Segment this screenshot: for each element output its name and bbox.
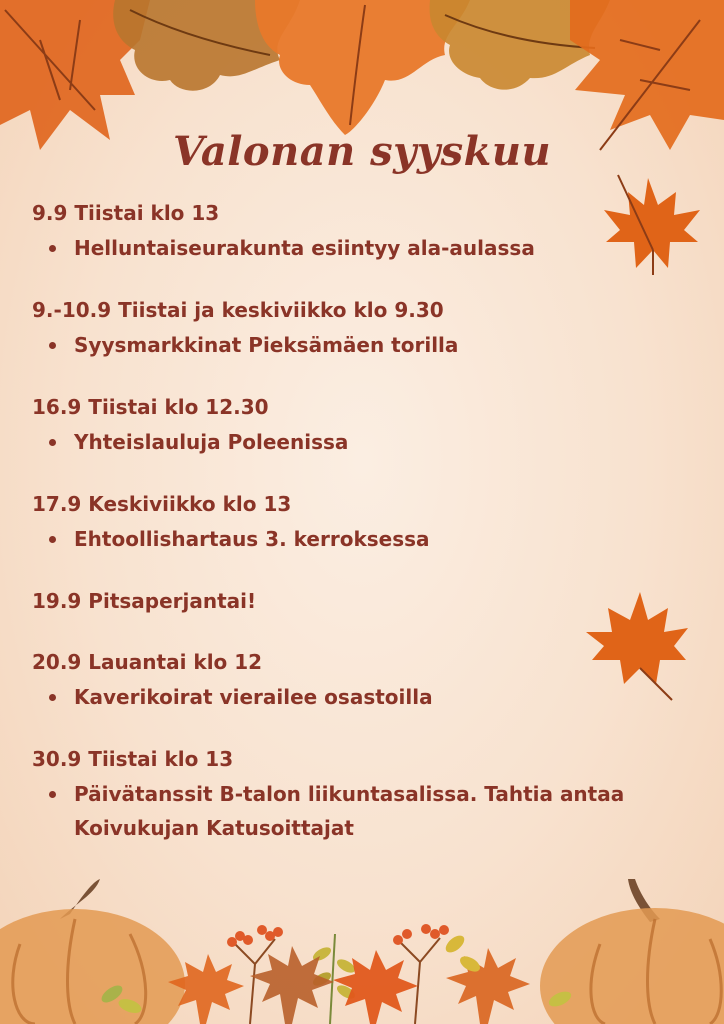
event-detail: Yhteislauluja Poleenissa	[32, 425, 692, 459]
events-list	[32, 198, 692, 875]
event-item	[32, 392, 692, 459]
berry-branch-icon	[393, 924, 449, 1024]
maple-leaf-icon	[446, 948, 530, 1024]
event-heading: 17.9 Keskiviikko klo 13	[32, 492, 292, 516]
pumpkin-icon	[0, 879, 185, 1024]
event-item	[32, 744, 692, 845]
event-heading: 19.9 Pitsaperjantai!	[32, 589, 257, 613]
event-detail: Helluntaiseurakunta esiintyy ala-aulassa	[32, 231, 692, 265]
event-heading: 9.9 Tiistai klo 13	[32, 201, 220, 225]
event-detail: Ehtoollishartaus 3. kerroksessa	[32, 522, 692, 556]
event-item	[32, 586, 692, 617]
event-detail: Kaverikoirat vierailee osastoilla	[32, 680, 692, 714]
pumpkin-icon	[540, 879, 724, 1024]
event-detail: Syysmarkkinat Pieksämäen torilla	[32, 328, 692, 362]
event-item	[32, 295, 692, 362]
event-item	[32, 198, 692, 265]
event-detail: Päivätanssit B-talon liikuntasalissa. Tahtia antaa Koivukujan Katusoittajat	[32, 777, 692, 845]
event-heading: 30.9 Tiistai klo 13	[32, 747, 234, 771]
event-heading: 20.9 Lauantai klo 12	[32, 650, 263, 674]
autumn-pumpkins-border-bottom	[0, 874, 724, 1024]
event-item	[32, 489, 692, 556]
event-heading: 9.-10.9 Tiistai ja keskiviikko klo 9.30	[32, 298, 444, 322]
page-title: Valonan syyskuu	[172, 128, 552, 175]
event-item	[32, 647, 692, 714]
event-heading: 16.9 Tiistai klo 12.30	[32, 395, 269, 419]
